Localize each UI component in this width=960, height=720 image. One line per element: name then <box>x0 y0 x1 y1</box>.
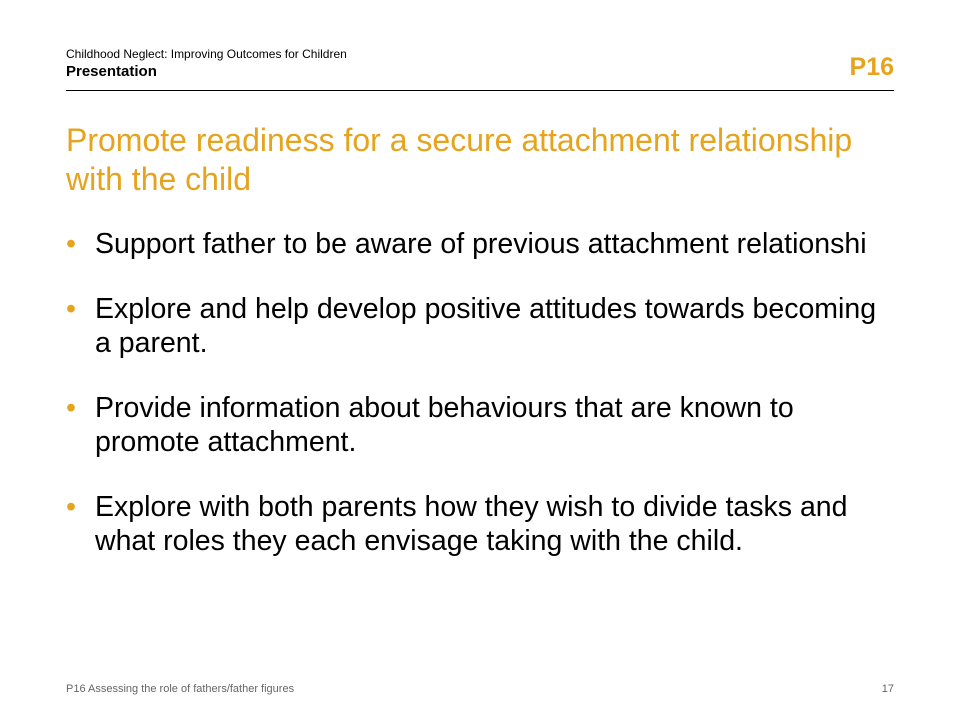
bullet-text: Explore and help develop positive attitudes towards becoming a parent. <box>95 293 877 359</box>
bullet-item <box>66 391 896 459</box>
bullet-list <box>66 227 896 589</box>
bullet-icon: • <box>66 491 76 523</box>
slide-title: Promote readiness for a secure attachment relationship with the child <box>66 122 853 197</box>
bullet-item <box>66 292 896 360</box>
bullet-icon: • <box>66 228 76 260</box>
slide-header <box>66 46 894 91</box>
bullet-text: Provide information about behaviours that are known to promote attachment. <box>95 392 794 458</box>
bullet-text: Explore with both parents how they wish to divide tasks and what roles they each envisage taking with the child. <box>95 491 848 557</box>
bullet-text: Support father to be aware of previous attachment relationshi <box>95 228 867 260</box>
bullet-item <box>66 227 896 261</box>
document-type: Presentation <box>66 63 157 80</box>
module-code: P16 <box>849 53 894 81</box>
footer-session-title: P16 Assessing the role of fathers/father figures <box>66 683 295 695</box>
series-title: Childhood Neglect: Improving Outcomes for Children <box>66 47 347 61</box>
bullet-item <box>66 490 896 558</box>
bullet-icon: • <box>66 293 76 325</box>
page-number: 17 <box>881 683 894 695</box>
bullet-icon: • <box>66 392 76 424</box>
